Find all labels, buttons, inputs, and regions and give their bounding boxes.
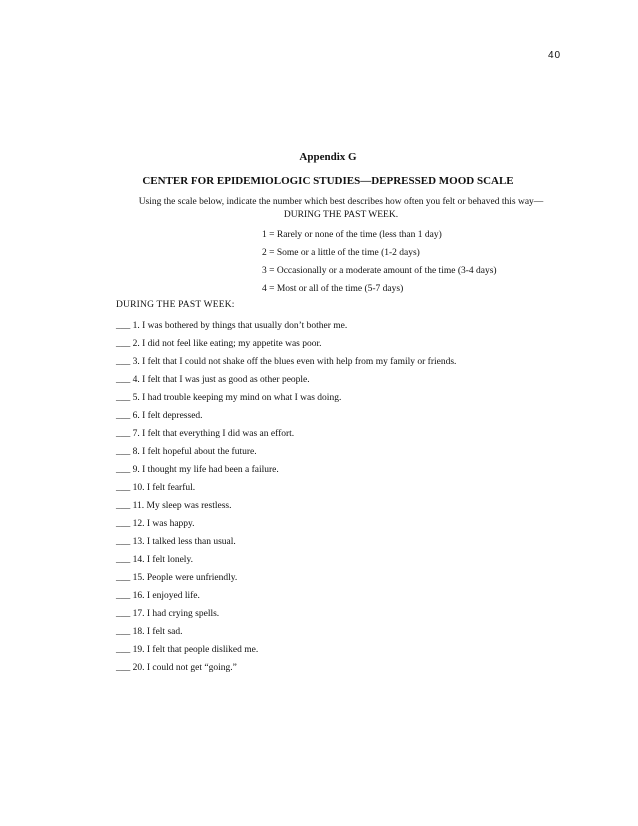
scale-item-4: 4 = Most or all of the time (5-7 days) [262,284,404,294]
during-label: DURING THE PAST WEEK: [116,300,235,310]
question-item-19: ___ 19. I felt that people disliked me. [116,645,259,655]
question-item-2: ___ 2. I did not feel like eating; my appetite was poor. [116,339,322,349]
question-item-6: ___ 6. I felt depressed. [116,411,203,421]
instructions-line-1: Using the scale below, indicate the number which best describes how often you felt or behaved this way— [138,197,544,207]
question-item-13: ___ 13. I talked less than usual. [116,537,236,547]
question-item-11: ___ 11. My sleep was restless. [116,501,232,511]
question-item-4: ___ 4. I felt that I was just as good as other people. [116,375,310,385]
instructions [116,196,566,222]
question-item-7: ___ 7. I felt that everything I did was an effort. [116,429,295,439]
question-list [116,317,456,677]
page-number: 40 [548,50,562,61]
question-item-14: ___ 14. I felt lonely. [116,555,193,565]
question-item-5: ___ 5. I had trouble keeping my mind on what I was doing. [116,393,342,403]
question-item-12: ___ 12. I was happy. [116,519,195,529]
question-item-8: ___ 8. I felt hopeful about the future. [116,447,257,457]
scale-title: CENTER FOR EPIDEMIOLOGIC STUDIES—DEPRESSED MOOD SCALE [142,175,514,187]
question-item-10: ___ 10. I felt fearful. [116,483,196,493]
scale-item-1: 1 = Rarely or none of the time (less than 1 day) [262,230,442,240]
scale-item-2: 2 = Some or a little of the time (1-2 days) [262,248,420,258]
question-item-16: ___ 16. I enjoyed life. [116,591,200,601]
scale-item-3: 3 = Occasionally or a moderate amount of the time (3-4 days) [262,266,497,276]
question-item-18: ___ 18. I felt sad. [116,627,183,637]
question-item-9: ___ 9. I thought my life had been a failure. [116,465,279,475]
instructions-line-2: DURING THE PAST WEEK. [283,210,399,220]
question-item-20: ___ 20. I could not get “going.” [116,663,237,673]
question-item-17: ___ 17. I had crying spells. [116,609,220,619]
question-item-15: ___ 15. People were unfriendly. [116,573,238,583]
scale-legend [262,226,497,298]
appendix-title: Appendix G [299,151,357,163]
question-item-1: ___ 1. I was bothered by things that usually don’t bother me. [116,321,348,331]
question-item-3: ___ 3. I felt that I could not shake off the blues even with help from my family or friends. [116,357,457,367]
